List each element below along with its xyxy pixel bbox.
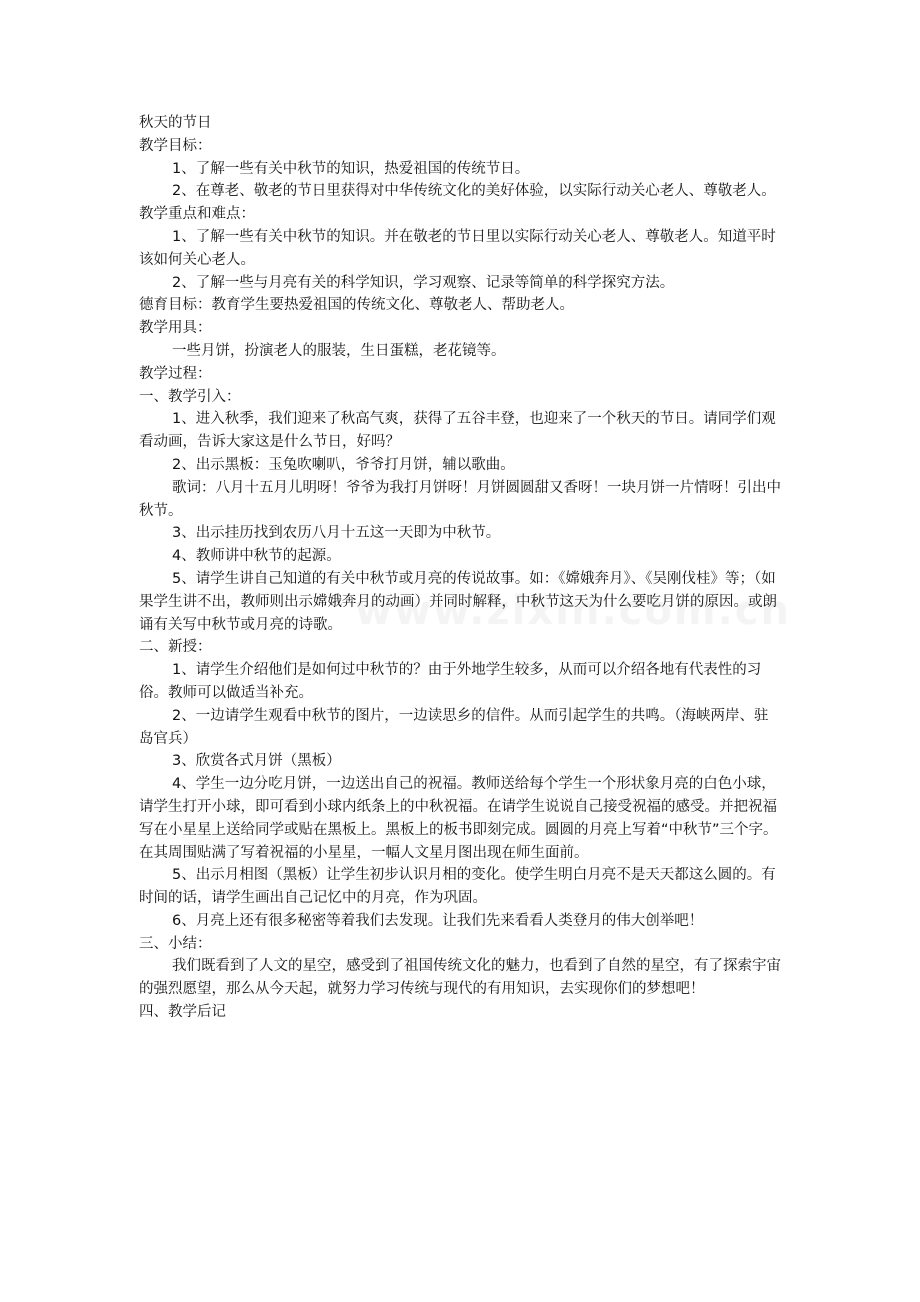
- document-paragraph: 3、欣赏各式月饼（黑板）: [172, 753, 341, 770]
- document-paragraph: 一些月饼，扮演老人的服装，生日蛋糕，老花镜等。: [172, 342, 506, 359]
- document-paragraph: 教学目标：: [139, 137, 212, 154]
- document-paragraph: 德育目标：教育学生要热爱祖国的传统文化、尊敬老人、帮助老人。: [139, 297, 574, 314]
- document-paragraph: 1、请学生介绍他们是如何过中秋节的？由于外地学生较多，从而可以介绍各地有代表性的习俗。教师可以做适当补充。: [139, 662, 762, 701]
- document-paragraph: 三、小结：: [139, 935, 212, 952]
- document-paragraph: 教学过程：: [139, 365, 212, 382]
- document-paragraph: 四、教学后记: [139, 1004, 226, 1021]
- document-paragraph: 二、新授：: [139, 639, 212, 656]
- document-paragraph: 教学用具：: [139, 320, 212, 337]
- document-title: 秋天的节日: [139, 115, 212, 131]
- document-paragraph: 歌词：八月十五月儿明呀！爷爷为我打月饼呀！月饼圆圆甜又香呀！一块月饼一片情呀！引出中秋节。: [139, 479, 781, 519]
- document-paragraph: 1、了解一些有关中秋节的知识，热爱祖国的传统节日。: [172, 160, 530, 177]
- document-paragraph: 5、请学生讲自己知道的有关中秋节或月亮的传说故事。如：《嫦娥奔月》、《吴刚伐桂》等；（如果学生讲不出，教师则出示嫦娥奔月的动画）并同时解释，中秋节这天为什么要吃月饼的原因。或朗诵有关写中秋节或月亮的诗歌。: [139, 570, 777, 633]
- document-paragraph: 一、教学引入：: [139, 388, 241, 405]
- document-paragraph: 6、月亮上还有很多秘密等着我们去发现。让我们先来看看人类登月的伟大创举吧！: [172, 912, 704, 929]
- document-paragraph: 2、出示黑板：玉兔吹喇叭，爷爷打月饼，辅以歌曲。: [172, 456, 515, 473]
- document-paragraph: 4、教师讲中秋节的起源。: [172, 548, 341, 565]
- document-paragraph: 我们既看到了人文的星空，感受到了祖国传统文化的魅力，也看到了自然的星空，有了探索宇宙的强烈愿望，那么从今天起，就努力学习传统与现代的有用知识，去实现你们的梦想吧！: [139, 958, 781, 998]
- document-paragraph: 4、学生一边分吃月饼，一边送出自己的祝福。教师送给每个学生一个形状象月亮的白色小球，请学生打开小球，即可看到小球内纸条上的中秋祝福。在请学生说说自己接受祝福的感受。并把祝福写在小星星上送给同学或贴在黑板上。黑板上的板书即刻完成。圆圆的月亮上写着“中秋节”三个字。在其周围贴满了写着祝福的小星星，一幅人文星月图出现在师生面前。: [139, 776, 778, 861]
- document-paragraph: 3、出示挂历找到农历八月十五这一天即为中秋节。: [172, 525, 501, 542]
- document-body: [139, 112, 781, 1024]
- document-paragraph: 2、了解一些与月亮有关的科学知识，学习观察、记录等简单的科学探究方法。: [172, 274, 675, 291]
- document-paragraph: 5、出示月相图（黑板）让学生初步认识月相的变化。使学生明白月亮不是天天都这么圆的。有时间的话，请学生画出自己记忆中的月亮，作为巩固。: [139, 867, 776, 907]
- document-paragraph: 2、在尊老、敬老的节日里获得对中华传统文化的美好体验，以实际行动关心老人、尊敬老人。: [172, 183, 776, 200]
- document-paragraph: 1、进入秋季，我们迎来了秋高气爽，获得了五谷丰登，也迎来了一个秋天的节日。请同学们观看动画，告诉大家这是什么节日，好吗？: [139, 411, 776, 451]
- document-paragraph: 教学重点和难点：: [139, 206, 255, 223]
- document-paragraph: 2、一边请学生观看中秋节的图片，一边读思乡的信件。从而引起学生的共鸣。（海峡两岸、驻岛官兵）: [139, 707, 769, 747]
- document-paragraph: 1、了解一些有关中秋节的知识。并在敬老的节日里以实际行动关心老人、尊敬老人。知道平时该如何关心老人。: [139, 228, 776, 268]
